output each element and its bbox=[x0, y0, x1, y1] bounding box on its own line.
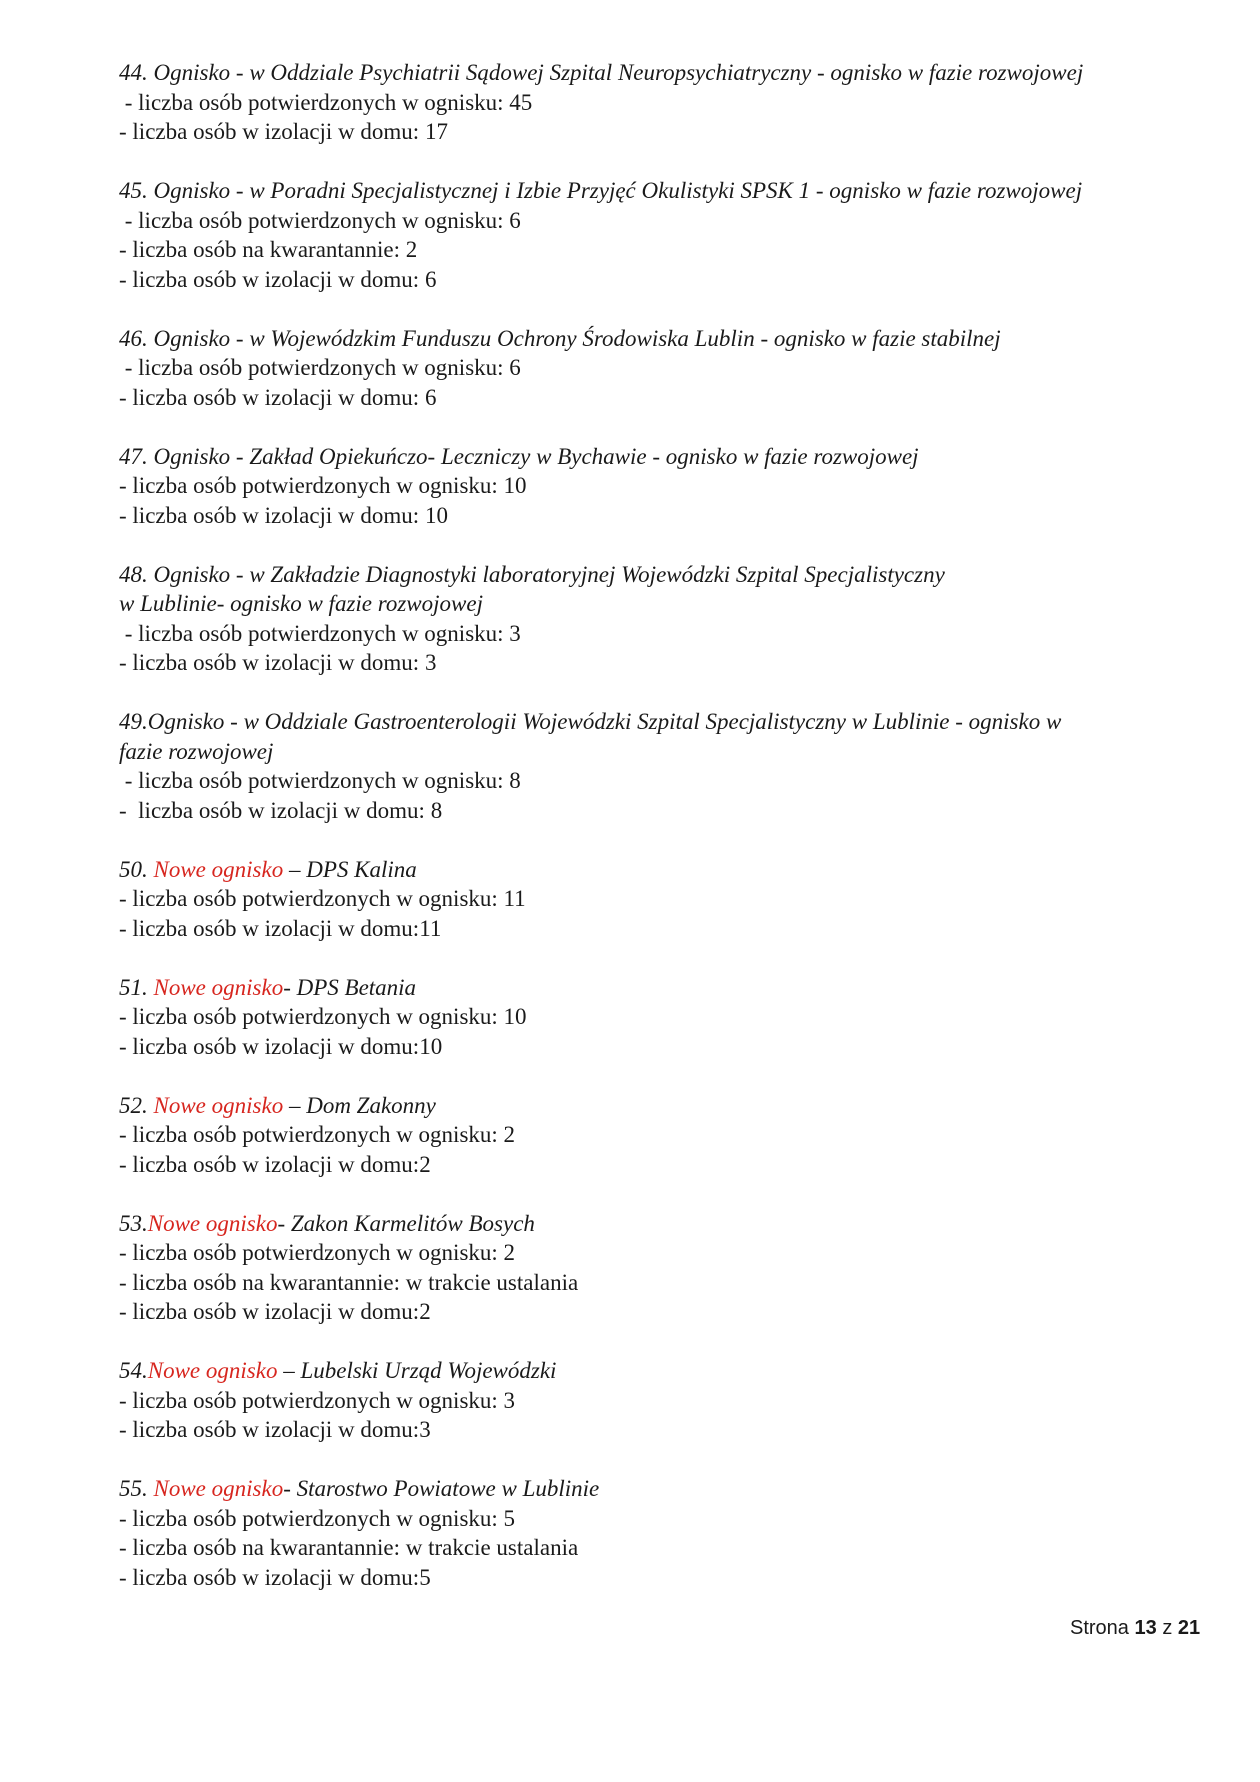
entry-detail-line: - liczba osób potwierdzonych w ognisku: 2 bbox=[119, 1240, 516, 1265]
entry-heading bbox=[119, 1474, 1219, 1504]
outbreak-entry bbox=[119, 1091, 1219, 1180]
heading-text: 53. bbox=[119, 1210, 148, 1236]
heading-text: 51. bbox=[119, 974, 154, 1000]
heading-text: 50. bbox=[119, 856, 154, 882]
entry-detail-line: - liczba osób w izolacji w domu:2 bbox=[119, 1299, 431, 1324]
document-page bbox=[119, 58, 1219, 1622]
entry-detail-line: - liczba osób w izolacji w domu:2 bbox=[119, 1151, 431, 1177]
entry-heading bbox=[119, 1356, 1219, 1386]
entry-heading bbox=[119, 707, 1219, 766]
heading-text: 47. Ognisko - Zakład Opiekuńczo- Leczniczy w Bychawie - ognisko w fazie rozwojowej bbox=[119, 443, 919, 469]
entry-detail-line: - liczba osób w izolacji w domu: 3 bbox=[119, 650, 437, 675]
heading-text: – DPS Kalina bbox=[283, 856, 417, 882]
outbreak-entry bbox=[119, 1356, 1219, 1445]
heading-text: - Starostwo Powiatowe w Lublinie bbox=[283, 1476, 600, 1501]
outbreak-entry bbox=[119, 324, 1219, 413]
outbreak-entry bbox=[119, 58, 1219, 147]
entry-detail-line: - liczba osób potwierdzonych w ognisku: 3 bbox=[119, 620, 521, 646]
entry-detail-line: - liczba osób w izolacji w domu: 6 bbox=[119, 266, 437, 292]
entry-heading bbox=[119, 324, 1219, 354]
entry-detail-line: - liczba osób w izolacji w domu: 8 bbox=[119, 797, 443, 823]
heading-text: w Lublinie- ognisko w fazie rozwojowej bbox=[119, 591, 483, 616]
outbreak-entry bbox=[119, 707, 1219, 825]
entry-detail-line: - liczba osób potwierdzonych w ognisku: 10 bbox=[119, 473, 527, 498]
heading-text: 46. Ognisko - w Wojewódzkim Funduszu Ochrony Środowiska Lublin - ognisko w fazie stabilnej bbox=[119, 325, 1001, 351]
footer-separator: z bbox=[1162, 1617, 1173, 1639]
entry-detail-line: - liczba osób potwierdzonych w ognisku: 8 bbox=[119, 768, 521, 793]
heading-text: 44. Ognisko - w Oddziale Psychiatrii Sądowej Szpital Neuropsychiatryczny - ognisko w fazie rozwojowej bbox=[119, 60, 1084, 85]
heading-text: 48. Ognisko - w Zakładzie Diagnostyki laboratoryjnej Wojewódzki Szpital Specjalistyczny bbox=[119, 561, 945, 587]
entry-detail-line: - liczba osób potwierdzonych w ognisku: 3 bbox=[119, 1387, 516, 1413]
heading-text: fazie rozwojowej bbox=[119, 738, 274, 764]
entry-heading bbox=[119, 855, 1219, 885]
heading-text: 54. bbox=[119, 1358, 148, 1383]
outbreak-entry bbox=[119, 442, 1219, 531]
outbreak-entry bbox=[119, 973, 1219, 1062]
outbreak-entry bbox=[119, 176, 1219, 294]
entry-heading bbox=[119, 176, 1219, 206]
entry-detail-line: - liczba osób potwierdzonych w ognisku: 10 bbox=[119, 1004, 527, 1029]
heading-text: 49.Ognisko - w Oddziale Gastroenterologii Wojewódzki Szpital Specjalistyczny w Lublinie - ognisko w bbox=[119, 709, 1062, 734]
entry-detail-line: - liczba osób potwierdzonych w ognisku: 2 bbox=[119, 1122, 516, 1147]
footer-label: Strona bbox=[1070, 1617, 1129, 1639]
entry-detail-line: - liczba osób w izolacji w domu:3 bbox=[119, 1417, 431, 1442]
heading-text: – Lubelski Urząd Wojewódzki bbox=[277, 1358, 557, 1383]
new-outbreak-label: Nowe ognisko bbox=[153, 974, 284, 1000]
page-footer bbox=[1070, 1617, 1200, 1640]
new-outbreak-label: Nowe ognisko bbox=[147, 1210, 278, 1236]
entry-heading bbox=[119, 1209, 1219, 1239]
entry-detail-line: - liczba osób potwierdzonych w ognisku: 11 bbox=[119, 886, 526, 911]
entry-detail-line: - liczba osób w izolacji w domu:5 bbox=[119, 1564, 431, 1590]
new-outbreak-label: Nowe ognisko bbox=[147, 1358, 278, 1383]
entry-heading bbox=[119, 1091, 1219, 1121]
entry-detail-line: - liczba osób na kwarantannie: 2 bbox=[119, 237, 418, 262]
entry-detail-line: - liczba osób potwierdzonych w ognisku: 5 bbox=[119, 1505, 516, 1531]
footer-total-pages: 21 bbox=[1177, 1617, 1201, 1639]
new-outbreak-label: Nowe ognisko bbox=[153, 1092, 284, 1118]
entry-detail-line: - liczba osób w izolacji w domu:11 bbox=[119, 915, 442, 941]
heading-text: 55. bbox=[119, 1476, 154, 1501]
entry-heading bbox=[119, 973, 1219, 1003]
entry-detail-line: - liczba osób potwierdzonych w ognisku: 45 bbox=[119, 89, 533, 115]
new-outbreak-label: Nowe ognisko bbox=[153, 1476, 284, 1501]
new-outbreak-label: Nowe ognisko bbox=[153, 856, 284, 882]
entry-detail-line: - liczba osób potwierdzonych w ognisku: 6 bbox=[119, 355, 521, 380]
entry-detail-line: - liczba osób na kwarantannie: w trakcie ustalania bbox=[119, 1269, 579, 1295]
entry-detail-line: - liczba osób w izolacji w domu: 17 bbox=[119, 119, 448, 144]
heading-text: 52. bbox=[119, 1092, 154, 1118]
heading-text: - Zakon Karmelitów Bosych bbox=[277, 1210, 535, 1236]
entry-detail-line: - liczba osób potwierdzonych w ognisku: 6 bbox=[119, 207, 521, 233]
footer-current-page: 13 bbox=[1134, 1617, 1157, 1639]
heading-text: - DPS Betania bbox=[283, 974, 417, 1000]
entry-detail-line: - liczba osób na kwarantannie: w trakcie ustalania bbox=[119, 1535, 579, 1560]
heading-text: 45. Ognisko - w Poradni Specjalistycznej i Izbie Przyjęć Okulistyki SPSK 1 - ognisko w fazie rozwojowej bbox=[119, 178, 1083, 203]
entry-detail-line: - liczba osób w izolacji w domu:10 bbox=[119, 1033, 443, 1059]
entry-heading bbox=[119, 58, 1219, 88]
heading-text: – Dom Zakonny bbox=[283, 1092, 436, 1118]
outbreak-entry bbox=[119, 855, 1219, 944]
entry-heading bbox=[119, 442, 1219, 472]
entry-heading bbox=[119, 560, 1219, 619]
outbreak-entry bbox=[119, 1474, 1219, 1592]
outbreak-entry bbox=[119, 560, 1219, 678]
entry-detail-line: - liczba osób w izolacji w domu: 6 bbox=[119, 384, 437, 410]
entry-detail-line: - liczba osób w izolacji w domu: 10 bbox=[119, 502, 448, 528]
outbreak-entry bbox=[119, 1209, 1219, 1327]
